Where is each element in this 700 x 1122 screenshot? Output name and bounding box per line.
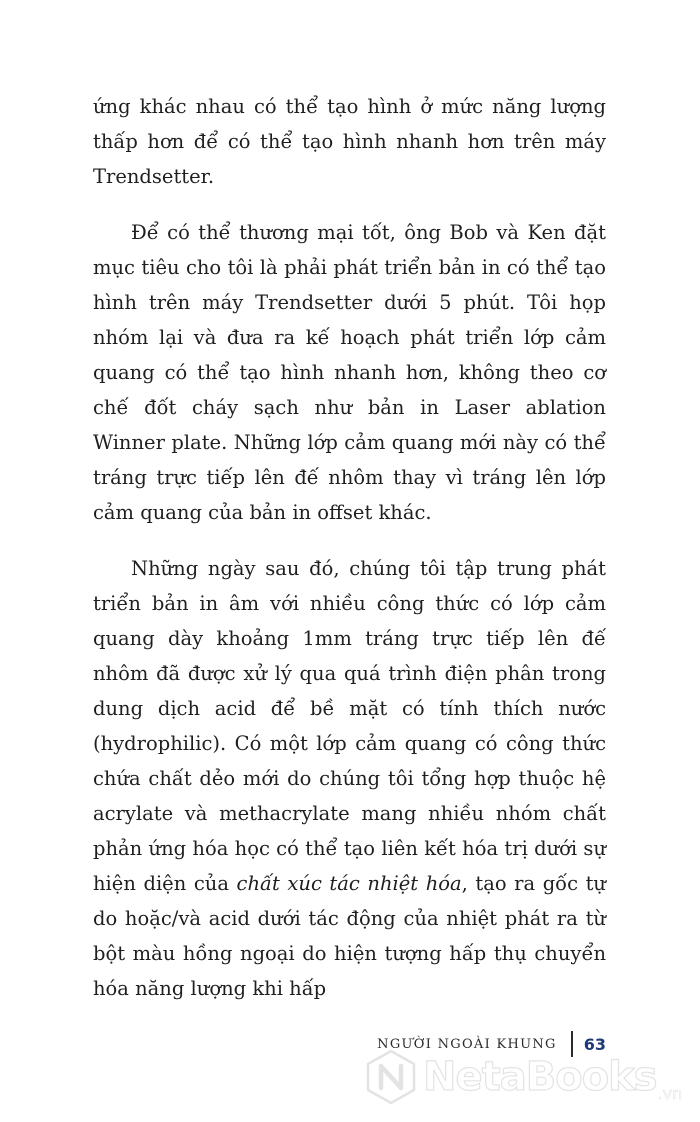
paragraph-text: , tạo ra gốc tự do hoặc/và acid dưới tác động của nhiệt phát ra từ bột màu hồng ngoại do hiện tượng hấp thụ chuyển hóa năng lượng khi hấp — [93, 872, 606, 1000]
paragraph-1 — [93, 89, 606, 194]
paragraph-text: Để có thể thương mại tốt, ông Bob và Ken đặt mục tiêu cho tôi là phải phát triển bản in có thể tạo hình trên máy Trendsetter dưới 5 phút. Tôi họp nhóm lại và đưa ra kế hoạch phát triển lớp cảm quang có thể tạo hình nhanh hơn, không theo cơ chế đốt cháy sạch như bản in Laser ablation Winner plate. Những lớp cảm quang mới này có thể tráng trực tiếp lên đế nhôm thay vì tráng lên lớp cảm quang của bản in offset khác. — [93, 221, 606, 524]
netabooks-logo-icon — [365, 1048, 417, 1106]
body-text — [93, 89, 606, 1006]
watermark-brand: NetaBooks — [423, 1054, 657, 1100]
paragraph-2 — [93, 215, 606, 530]
running-chapter-title: NGƯỜI NGOÀI KHUNG — [377, 1036, 557, 1052]
italic-term: chất xúc tác nhiệt hóa — [236, 872, 462, 895]
paragraph-3 — [93, 551, 606, 1006]
paragraph-text: ứng khác nhau có thể tạo hình ở mức năng lượng thấp hơn để có thể tạo hình nhanh hơn trên máy Trendsetter. — [93, 95, 606, 188]
page-number: 63 — [583, 1034, 606, 1054]
watermark-domain: .vn — [657, 1084, 683, 1103]
paragraph-text: Những ngày sau đó, chúng tôi tập trung phát triển bản in âm với nhiều công thức có lớp cảm quang dày khoảng 1mm tráng trực tiếp lên đế nhôm đã được xử lý qua quá trình điện phân trong dung dịch acid để bề mặt có tính thích nước (hydrophilic). Có một lớp cảm quang có công thức chứa chất dẻo mới do chúng tôi tổng hợp thuộc hệ acrylate và methacrylate mang nhiều nhóm chất phản ứng hóa học có thể tạo liên kết hóa trị dưới sự hiện diện của — [93, 557, 606, 895]
watermark — [365, 1048, 682, 1106]
